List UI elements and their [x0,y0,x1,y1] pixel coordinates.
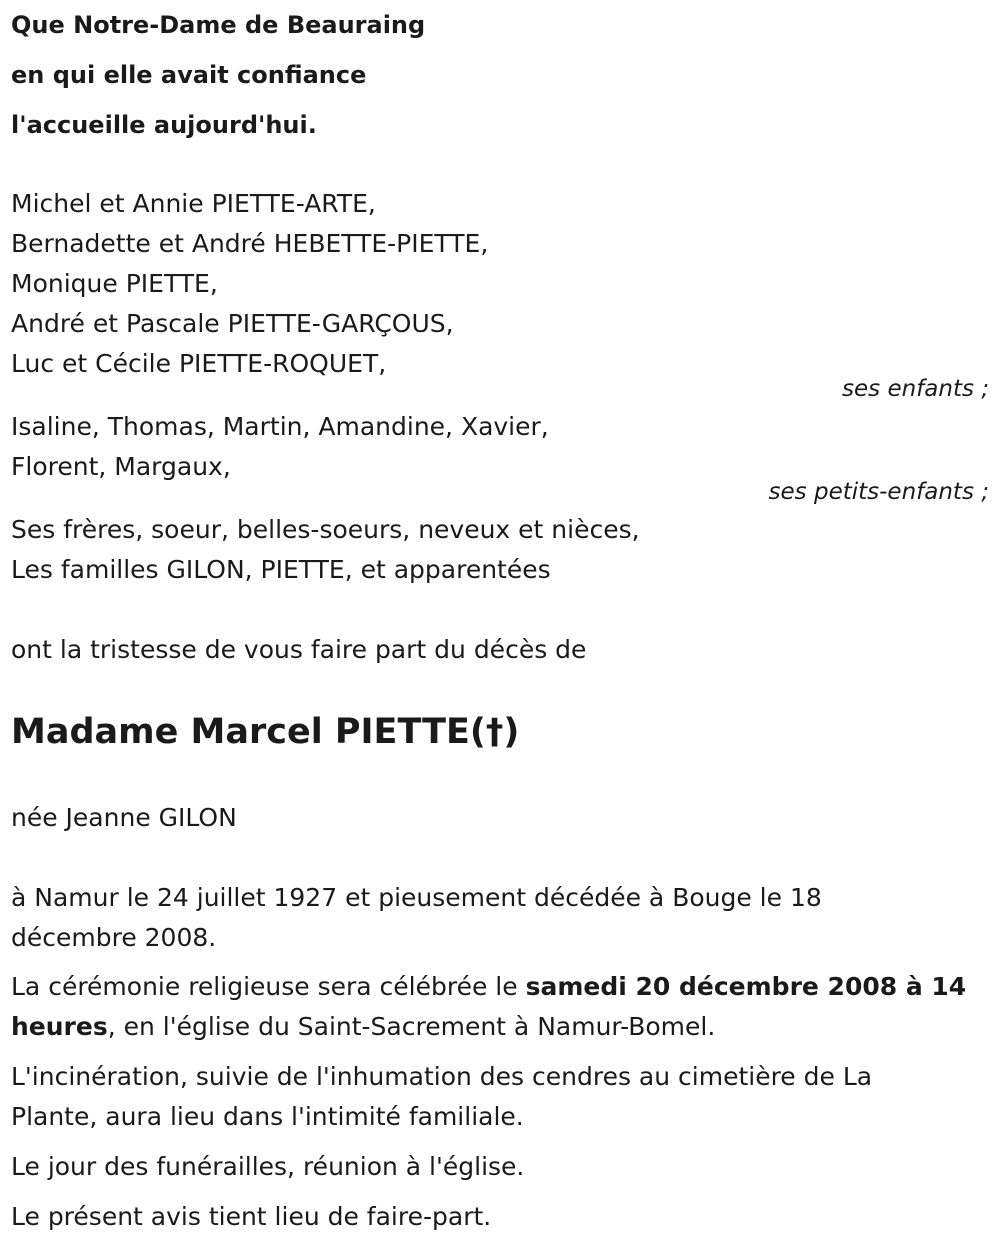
grandchild-line: Florent, Margaux, [11,452,231,481]
intro-line-2: en qui elle avait confiance [11,61,367,89]
grandchild-line: Isaline, Thomas, Martin, Amandine, Xavier, [11,412,549,441]
child-line: André et Pascale PIETTE-GARÇOUS, [11,309,454,338]
intro-prayer [11,0,425,150]
notice-statement: Le présent avis tient lieu de faire-part. [11,1202,492,1231]
ceremony-details [11,967,996,1047]
ceremony-date: samedi 20 décembre 2008 à 14 heures [11,972,967,1041]
intro-line-1: Que Notre-Dame de Beauraing [11,11,426,39]
children-list [11,184,991,384]
child-line: Bernadette et André HEBETTE-PIETTE, [11,229,489,258]
family-line-2: Les familles GILON, PIETTE, et apparentées [11,555,551,584]
intro-line-3: l'accueille aujourd'hui. [11,111,317,139]
cremation-details: L'incinération, suivie de l'inhumation des cendres au cimetière de La Plante, aura lieu dans l'intimité familiale. [11,1062,873,1131]
announcement-text: ont la tristesse de vous faire part du décès de [11,635,587,664]
deceased-name: Madame Marcel PIETTE(†) [11,712,520,752]
ceremony-prefix: La cérémonie religieuse sera célébrée le [11,972,526,1001]
meeting-details: Le jour des funérailles, réunion à l'église. [11,1152,525,1181]
grandchildren-list [11,407,991,487]
ceremony-suffix: , en l'église du Saint-Sacrement à Namur-Bomel. [107,1012,716,1041]
children-role: ses enfants ; [842,376,989,402]
child-line: Luc et Cécile PIETTE-ROQUET, [11,349,387,378]
birth-name: née Jeanne GILON [11,803,237,832]
extended-family [11,510,991,590]
child-line: Michel et Annie PIETTE-ARTE, [11,189,376,218]
child-line: Monique PIETTE, [11,269,218,298]
grandchildren-role: ses petits-enfants ; [768,479,989,505]
birth-death-details: à Namur le 24 juillet 1927 et pieusement décédée à Bouge le 18 décembre 2008. [11,883,822,952]
family-line-1: Ses frères, soeur, belles-soeurs, neveux et nièces, [11,515,640,544]
